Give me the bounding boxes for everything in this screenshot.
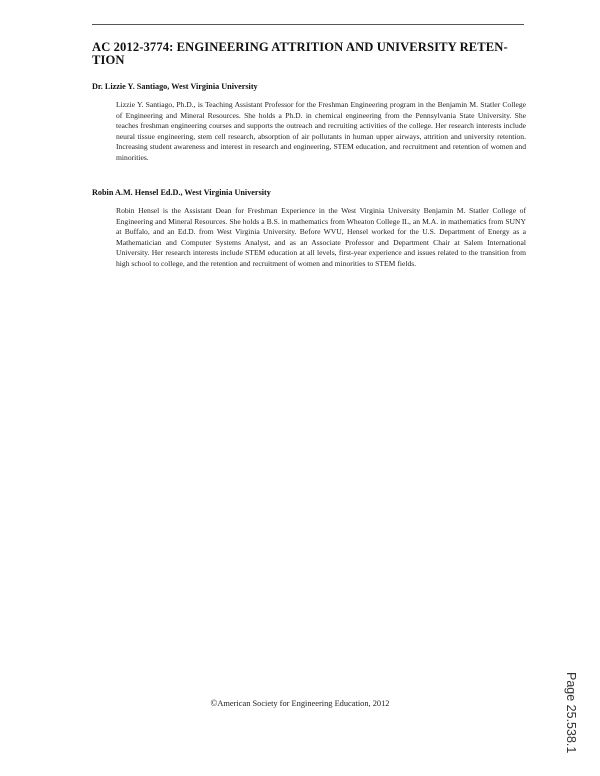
header-rule <box>92 24 524 25</box>
author-bio: Robin Hensel is the Assistant Dean for Freshman Experience in the West Virginia University Benjamin M. Statler College of Engineering and Mineral Resources. She holds a B.S. in mathematics from Wheaton College IL, an M.A. in mathematics from SUNY at Buffalo, and an Ed.D. from West Virginia University. Before WVU, Hensel worked for the U.S. Department of Energy as a Mathematician and Computer Systems Analyst, and as an Associate Professor and Department Chair at Salem International University. Her research interests include STEM education at all levels, first-year experience and issues related to the transition from high school to college, and the retention and recruitment of women and minorities to STEM fields. <box>116 206 526 268</box>
author-section <box>92 82 532 164</box>
paper-title: AC 2012-3774: ENGINEERING ATTRITION AND UNIVERSITY RETEN- TION <box>92 40 508 67</box>
copyright-footer <box>0 698 600 709</box>
copyright-symbol: © <box>210 698 218 708</box>
author-name: Robin A.M. Hensel Ed.D., West Virginia University <box>92 188 271 197</box>
author-section <box>92 188 532 270</box>
author-name: Dr. Lizzie Y. Santiago, West Virginia University <box>92 82 258 91</box>
copyright-text: American Society for Engineering Education, 2012 <box>217 699 390 708</box>
author-bio: Lizzie Y. Santiago, Ph.D., is Teaching Assistant Professor for the Freshman Engineering program in the Benjamin M. Statler College of Engineering and Mineral Resources. She holds a Ph.D. in chemical engineering from the Pennsylvania State University. She teaches freshman engineering courses and supports the outreach and recruiting activities of the college. Her research interests include neural tissue engineering, stem cell research, absorption of air pollutants in human upper airways, attrition and university retention. Increasing student awareness and interest in research and engineering, STEM education, and recruitment and retention of women and minorities. <box>116 100 526 162</box>
page-number-stamp: Page 25.538.1 <box>564 672 578 754</box>
